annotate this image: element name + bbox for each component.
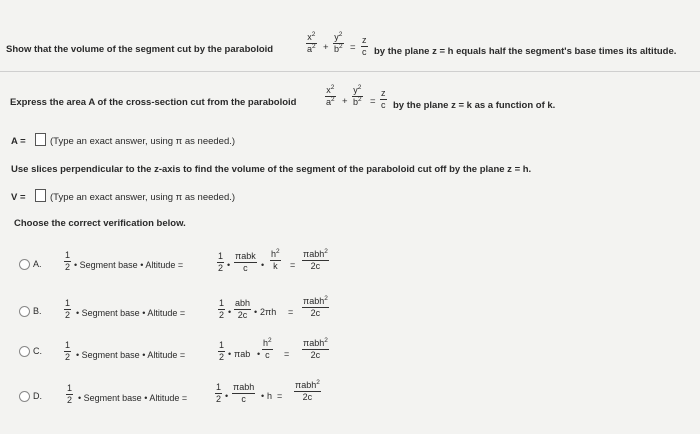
x2-over-a2: $x^2$ $a^2$ bbox=[326, 84, 335, 107]
question-2-suffix: by the plane z = k as a function of k. bbox=[393, 100, 556, 111]
question-2-prefix: Express the area A of the cross-section cut from the paraboloid bbox=[10, 97, 297, 108]
one-half: 1 2 bbox=[65, 340, 71, 362]
option-a-radio[interactable] bbox=[19, 259, 30, 270]
option-d-letter: D. bbox=[33, 391, 42, 401]
one-half: 1 2 bbox=[67, 383, 73, 405]
answer-v-input[interactable] bbox=[35, 189, 46, 202]
answer-v-label: V = bbox=[11, 192, 26, 203]
z-over-c: z c bbox=[362, 35, 367, 57]
option-b-letter: B. bbox=[33, 306, 42, 316]
option-c-text: • Segment base • Altitude = bbox=[76, 350, 186, 360]
question-1-prefix: Show that the volume of the segment cut by the paraboloid bbox=[6, 44, 274, 55]
answer-a-input[interactable] bbox=[35, 133, 46, 146]
option-a-text: • Segment base • Altitude = bbox=[74, 260, 184, 270]
option-c-radio[interactable] bbox=[19, 346, 30, 357]
answer-a-hint: (Type an exact answer, using π as needed.) bbox=[50, 136, 236, 147]
y2-over-b2: $y^2$ $b^2$ bbox=[353, 84, 362, 107]
option-b-text: • Segment base • Altitude = bbox=[76, 308, 186, 318]
option-c-letter: C. bbox=[33, 346, 42, 356]
option-d-radio[interactable] bbox=[19, 391, 30, 402]
answer-a-label: A = bbox=[11, 136, 26, 147]
answer-v-hint: (Type an exact answer, using π as needed.) bbox=[50, 192, 236, 203]
one-half: 1 2 bbox=[65, 250, 71, 272]
one-half: 1 2 bbox=[65, 298, 71, 320]
divider bbox=[0, 71, 700, 72]
option-d-text: • Segment base • Altitude = bbox=[78, 393, 188, 403]
choose-instruction: Choose the correct verification below. bbox=[14, 218, 186, 229]
z-over-c: z c bbox=[381, 88, 386, 110]
option-b-radio[interactable] bbox=[19, 306, 30, 317]
slices-question: Use slices perpendicular to the z-axis to find the volume of the segment of the paraboloid cut off by the plane z = h. bbox=[11, 164, 532, 175]
question-1-suffix: by the plane z = h equals half the segment's base times its altitude. bbox=[374, 46, 677, 57]
x2-over-a2: $x^2$ $a^2$ bbox=[307, 31, 316, 54]
option-a-letter: A. bbox=[33, 259, 42, 269]
y2-over-b2: $y^2$ $b^2$ bbox=[334, 31, 343, 54]
